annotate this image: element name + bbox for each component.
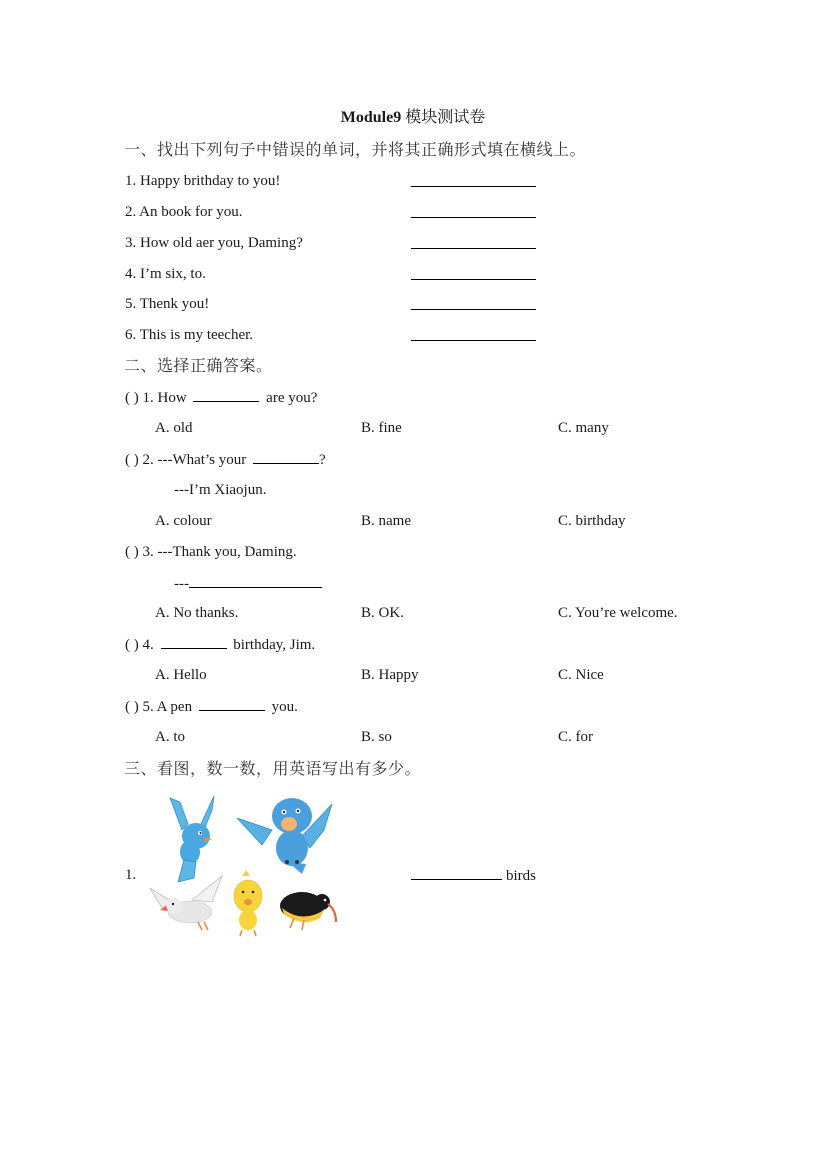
- blue-bird-small-icon: [170, 796, 214, 882]
- section2-heading: 二、选择正确答案。: [124, 356, 273, 375]
- error-item-2: 2. An book for you.: [125, 204, 243, 220]
- reply-prefix: ---: [174, 576, 189, 592]
- blue-bird-large-icon: [237, 798, 332, 874]
- option-c: C. for: [558, 729, 593, 745]
- answer-blank-4[interactable]: [411, 279, 536, 280]
- fill-blank[interactable]: [161, 634, 227, 649]
- count-answer-row: [411, 865, 536, 886]
- option-c: C. Nice: [558, 667, 604, 683]
- yellow-chick-icon: [234, 870, 262, 936]
- answer-blank-2[interactable]: [411, 217, 536, 218]
- error-item-3: 3. How old aer you, Daming?: [125, 235, 303, 251]
- option-c: C. You’re welcome.: [558, 605, 678, 621]
- question-text-pre: 3. ---Thank you, Daming.: [142, 544, 297, 560]
- question-text-pre: 1. How: [142, 390, 187, 406]
- fill-blank[interactable]: [199, 696, 265, 711]
- answer-paren[interactable]: ( ): [125, 452, 139, 468]
- error-item-5: 5. Thenk you!: [125, 296, 210, 312]
- question-text-pre: 2. ---What’s your: [142, 452, 247, 468]
- option-a: A. old: [155, 420, 193, 436]
- answer-paren[interactable]: ( ): [125, 637, 139, 653]
- choice-question-1: [125, 387, 317, 408]
- error-item-1: 1. Happy brithday to you!: [125, 173, 281, 189]
- question-text-pre: 4.: [142, 637, 154, 653]
- option-c: C. birthday: [558, 513, 626, 529]
- option-b: B. fine: [361, 420, 402, 436]
- option-a: A. to: [155, 729, 185, 745]
- question-text-post: are you?: [266, 390, 318, 406]
- option-a: A. No thanks.: [155, 605, 239, 621]
- answer-blank-6[interactable]: [411, 340, 536, 341]
- question-text-post: ?: [318, 452, 326, 468]
- title-rest: 模块测试卷: [401, 109, 486, 126]
- fill-blank[interactable]: [193, 387, 259, 402]
- option-a: A. Hello: [155, 667, 207, 683]
- black-bird-icon: [280, 892, 336, 930]
- choice-question-2: [125, 449, 326, 470]
- choice-question-3: [125, 542, 297, 562]
- count-item-number: 1.: [125, 867, 137, 883]
- answer-blank-3[interactable]: [411, 248, 536, 249]
- question-text-pre: 5. A pen: [142, 699, 193, 715]
- section3-heading: 三、看图，数一数，用英语写出有多少。: [124, 759, 422, 778]
- question-reply: ---I’m Xiaojun.: [174, 482, 267, 498]
- error-item-4: 4. I’m six, to.: [125, 266, 206, 282]
- birds-illustration: [142, 790, 342, 940]
- option-b: B. Happy: [361, 667, 419, 683]
- section1-heading: 一、找出下列句子中错误的单词，并将其正确形式填在横线上。: [124, 140, 587, 159]
- title-module: Module9: [340, 109, 402, 126]
- choice-question-4: [125, 634, 315, 655]
- answer-blank-5[interactable]: [411, 309, 536, 310]
- question-text-post: you.: [271, 699, 298, 715]
- question-reply: [174, 573, 325, 594]
- choice-question-5: [125, 696, 298, 717]
- error-item-6: 6. This is my teecher.: [125, 327, 254, 343]
- option-b: B. so: [361, 729, 392, 745]
- answer-paren[interactable]: ( ): [125, 544, 139, 560]
- count-answer-blank[interactable]: [411, 865, 502, 880]
- white-dove-icon: [150, 876, 222, 930]
- answer-blank-1[interactable]: [411, 186, 536, 187]
- question-text-post: birthday, Jim.: [233, 637, 316, 653]
- option-a: A. colour: [155, 513, 212, 529]
- answer-paren[interactable]: ( ): [125, 390, 139, 406]
- option-c: C. many: [558, 420, 609, 436]
- option-b: B. OK.: [361, 605, 404, 621]
- fill-blank[interactable]: [253, 449, 319, 464]
- count-suffix: birds: [506, 868, 536, 884]
- page-title: [0, 107, 826, 129]
- option-b: B. name: [361, 513, 411, 529]
- fill-blank[interactable]: [189, 573, 322, 588]
- answer-paren[interactable]: ( ): [125, 699, 139, 715]
